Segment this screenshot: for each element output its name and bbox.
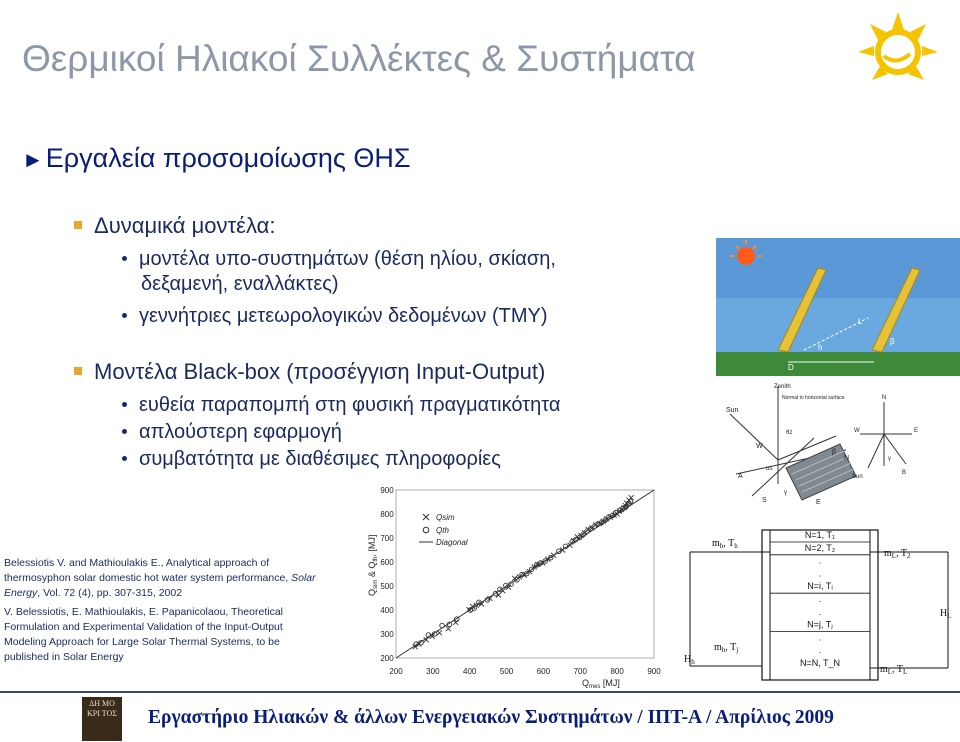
label-N: N: [844, 455, 850, 462]
y-label-mid: & Q: [367, 561, 377, 580]
dot-bullet-icon: [122, 429, 127, 434]
y-tick-label: 800: [380, 510, 394, 519]
bullet-item: [122, 246, 556, 273]
square-bullet-icon: [74, 367, 82, 375]
tank-node-label: N=1, T₁: [804, 530, 836, 540]
x-tick-label: 400: [463, 667, 477, 676]
tank-node-label: .: [818, 594, 822, 604]
legend-diagonal: Diagonal: [436, 538, 468, 547]
y-label-sub1: sim: [373, 579, 379, 589]
compass-E: E: [914, 428, 919, 434]
slide-title: Θερμικοί Ηλιακοί Συλλέκτες & Συστήματα: [22, 38, 696, 79]
bullet-text: απλούστερη εφαρμογή: [139, 421, 342, 443]
group-heading-text: Δυναμικά μοντέλα:: [94, 213, 276, 238]
tank-node-label: .: [818, 555, 822, 566]
label-h: h: [818, 343, 823, 352]
section-heading: [22, 143, 411, 174]
bullet-text: συμβατότητα με διαθέσιμες πληροφορίες: [139, 448, 501, 470]
y-label-main: Q: [367, 588, 377, 596]
y-tick-label: 500: [380, 582, 394, 591]
reference-2: V. Belessiotis, E. Mathioulakis, E. Papanicolaou, Theoretical Formulation and Experimental Validation of the Input-Output Modeling Approach for Large Solar Thermal Systems, to be published in Solar Energy: [4, 606, 283, 663]
label-L: L: [858, 317, 863, 326]
x-tick-label: 200: [389, 667, 403, 676]
x-label-main: Q: [582, 678, 590, 688]
x-tick-label: 800: [610, 667, 624, 676]
label-mh-Th: $m_h$, $T_h$: [712, 538, 738, 550]
bullet-item: [122, 446, 501, 473]
legend-qth: Qth: [436, 526, 449, 535]
reference-details: , Vol. 72 (4), pp. 307-315, 2002: [37, 587, 183, 599]
compass-B: B: [902, 470, 907, 476]
scatter-chart: [356, 478, 668, 692]
label-Hh: $H_h$: [684, 654, 695, 666]
bullet-text: γεννήτριες μετεωρολογικών δεδομένων (TMY): [139, 305, 548, 327]
label-normal: Normal to horizontal surface: [782, 395, 845, 401]
label-HL: $H_L$: [940, 608, 952, 620]
democritus-logo: ΔΗ ΜΟ ΚΡΙ ΤΟΣ: [82, 697, 122, 741]
bullet-item: [122, 392, 560, 419]
label-beta-2: β: [832, 449, 837, 456]
label-A: A: [738, 473, 743, 480]
x-tick-label: 600: [536, 667, 551, 676]
tank-node-label: N=2, T₂: [804, 542, 836, 553]
label-gamma: γ: [784, 490, 787, 496]
label-mL-TL: $m_L$, $T_L$: [880, 664, 908, 676]
x-label-unit: [MJ]: [600, 678, 620, 688]
stratified-tank-diagram: [684, 520, 960, 688]
label-mh-Tj: $m_h$, $T_j$: [714, 642, 739, 654]
x-tick-label: 500: [499, 667, 514, 676]
bullet-text: δεξαμενή, εναλλάκτες): [141, 273, 339, 295]
y-label-unit: , [MJ]: [367, 534, 377, 557]
x-tick-label: 900: [647, 667, 661, 676]
footer-text: Εργαστήριο Ηλιακών & άλλων Ενεργειακών Συστημάτων / ΙΠΤ-Α / Απρίλιος 2009: [148, 707, 834, 728]
x-tick-label: 700: [573, 667, 587, 676]
reference-journal: Solar Energy: [4, 572, 316, 599]
square-bullet-icon: [74, 221, 82, 229]
label-zenith: Zenith: [774, 384, 791, 390]
reference-authors: Belessiotis V. and Mathioulakis E., Analytical approach of thermosyphon solar domestic hot water system performance,: [4, 557, 289, 584]
dot-bullet-icon: [122, 256, 127, 261]
bullet-item: [122, 303, 548, 330]
section-heading-text: Εργαλεία προσομοίωσης ΘΗΣ: [45, 143, 411, 173]
solar-geometry-diagram: [716, 238, 960, 508]
legend-qsim: Qsim: [436, 513, 455, 522]
bullet-item-continuation: [141, 271, 339, 298]
y-axis-label: [367, 535, 379, 596]
compass-N: N: [882, 395, 887, 401]
y-tick-label: 400: [380, 606, 394, 615]
tank-node-label: .: [818, 632, 822, 643]
group-heading-black-box: [74, 359, 545, 385]
dot-bullet-icon: [122, 402, 127, 407]
tank-node-label: N=j, Tⱼ: [807, 619, 833, 630]
x-axis-label: [582, 678, 620, 690]
label-S: S: [762, 497, 767, 504]
dot-bullet-icon: [122, 456, 127, 461]
tank-node-label: N=N, T_N: [799, 658, 841, 668]
y-label-sub2: th: [373, 556, 379, 562]
tank-node-label: N=i, Tᵢ: [807, 581, 833, 592]
y-tick-label: 700: [380, 534, 394, 543]
dot-bullet-icon: [122, 313, 127, 318]
bullet-item: [122, 419, 342, 446]
tank-node-label: .: [818, 568, 822, 579]
x-tick-label: 300: [426, 667, 440, 676]
ground: [716, 352, 960, 376]
label-mL-T2: $m_L$, $T_2$: [884, 548, 911, 560]
sun-logo-icon: [838, 2, 958, 94]
bullet-text: μοντέλα υπο-συστημάτων (θέση ηλίου, σκίαση,: [139, 248, 556, 270]
footer-divider: [0, 691, 960, 693]
label-W: W: [756, 443, 763, 450]
arrow-right-icon: ►: [22, 147, 44, 172]
label-alpha: αs: [766, 466, 773, 472]
group-heading-dynamic-models: [74, 213, 275, 239]
reference-1: [4, 556, 322, 601]
y-tick-label: 200: [380, 654, 394, 663]
label-theta: θz: [786, 430, 793, 436]
label-E: E: [816, 499, 821, 506]
bullet-text: ευθεία παραπομπή στη φυσική πραγματικότητα: [139, 394, 561, 416]
group-heading-text: Μοντέλα Black-box (προσέγγιση Input-Output): [94, 359, 546, 384]
compass-sun: Sun: [852, 474, 863, 480]
y-tick-label: 600: [380, 558, 394, 567]
tank-node-label: .: [818, 606, 822, 617]
y-tick-label: 300: [380, 630, 394, 639]
y-tick-label: 900: [380, 486, 394, 495]
label-sun: Sun: [726, 407, 739, 414]
compass-W: W: [854, 428, 860, 434]
compass-gamma: γ: [888, 456, 891, 462]
label-beta: β: [890, 337, 895, 346]
sun-icon: [737, 247, 755, 265]
tank-node-label: .: [818, 645, 822, 656]
label-D: D: [788, 363, 794, 372]
x-label-sub: mes: [589, 684, 601, 690]
